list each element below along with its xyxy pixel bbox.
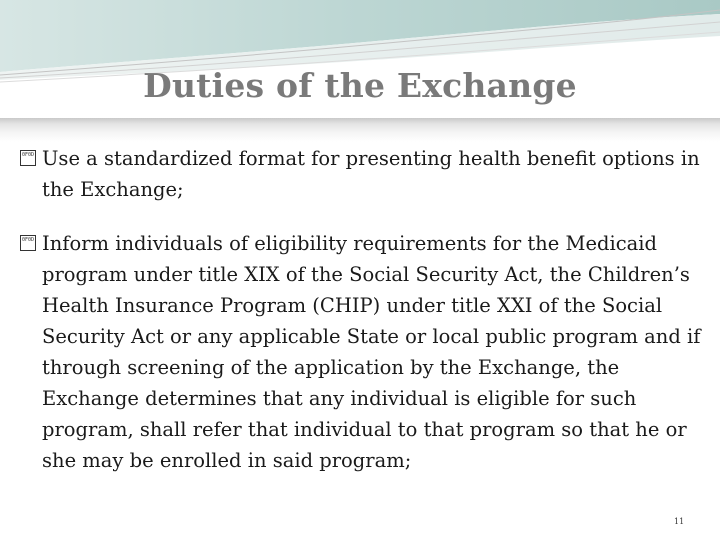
slide-title: Duties of the Exchange — [143, 66, 577, 105]
bullet-item — [20, 143, 710, 205]
missing-glyph-icon: 0F0D — [20, 150, 36, 166]
bullet-list — [20, 143, 710, 499]
missing-glyph-icon: 0F0D — [20, 235, 36, 251]
title-divider — [0, 118, 720, 142]
bullet-text: Inform individuals of eligibility requirements for the Medicaid program under title XIX of the Social Security Act, the Children’s Health Insurance Program (CHIP) under title XXI of the Social Security Act or any applicable State or local public program and if through screening of the application by the Exchange, the Exchange determines that any individual is eligible for such program, shall refer that individual to that program so that he or she may be enrolled in said program; — [42, 232, 701, 472]
bullet-text: Use a standardized format for presenting health benefit options in the Exchange; — [42, 147, 700, 201]
page-number: 11 — [674, 517, 685, 526]
bullet-item — [20, 228, 710, 476]
